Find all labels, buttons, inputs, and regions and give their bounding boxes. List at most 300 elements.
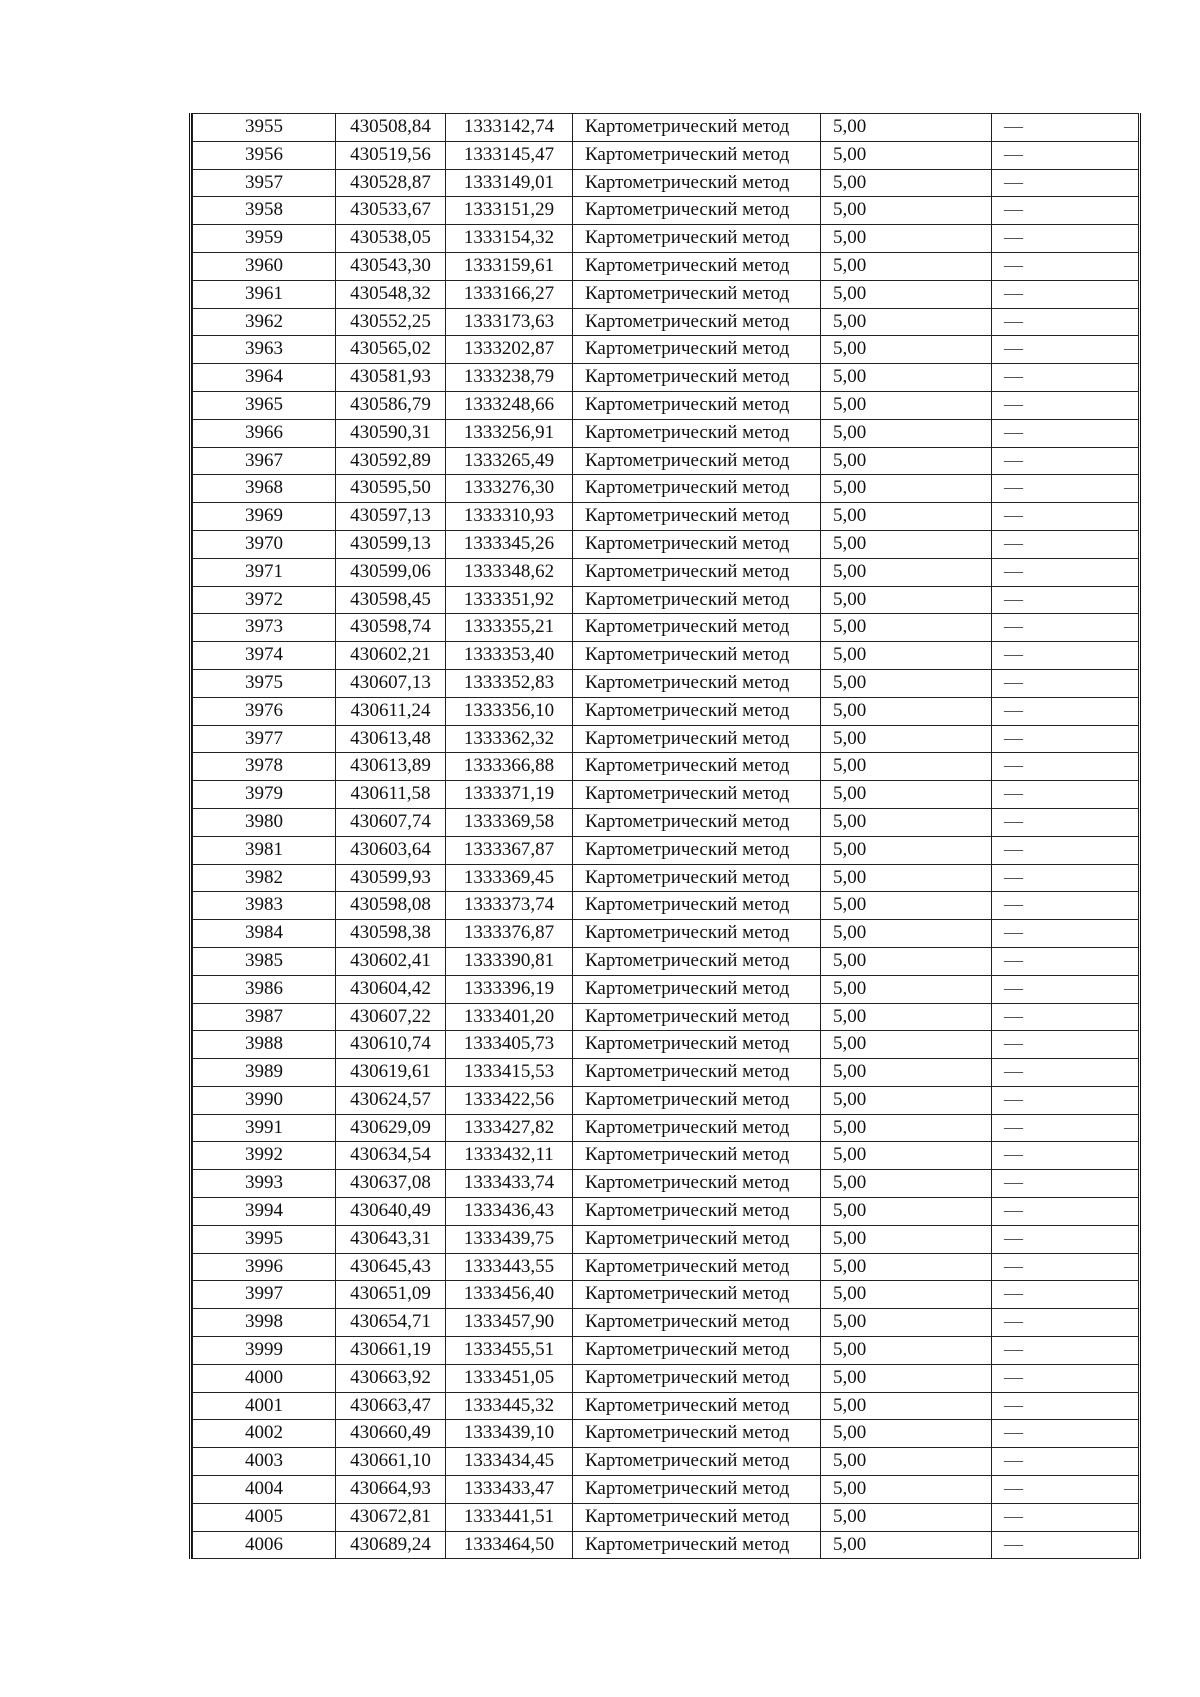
accuracy-cell: 5,00 [821,836,992,864]
y-coordinate-cell: 1333401,20 [446,1003,573,1031]
accuracy-cell: 5,00 [821,725,992,753]
accuracy-cell: 5,00 [821,753,992,781]
table-row [193,975,1139,1003]
method-cell: Картометрический метод [573,1198,821,1226]
description-cell: — [992,1448,1139,1476]
point-number-cell: 3998 [193,1309,336,1337]
accuracy-cell: 5,00 [821,781,992,809]
table-row [193,1476,1139,1504]
method-cell: Картометрический метод [573,892,821,920]
table-row [193,1170,1139,1198]
description-cell: — [992,1086,1139,1114]
x-coordinate-cell: 430654,71 [336,1309,446,1337]
x-coordinate-cell: 430548,32 [336,280,446,308]
accuracy-cell: 5,00 [821,197,992,225]
y-coordinate-cell: 1333356,10 [446,697,573,725]
point-number-cell: 3987 [193,1003,336,1031]
coordinates-table-body [193,114,1139,1559]
y-coordinate-cell: 1333362,32 [446,725,573,753]
point-number-cell: 3993 [193,1170,336,1198]
x-coordinate-cell: 430597,13 [336,503,446,531]
accuracy-cell: 5,00 [821,225,992,253]
y-coordinate-cell: 1333248,66 [446,391,573,419]
method-cell: Картометрический метод [573,1059,821,1087]
point-number-cell: 3995 [193,1225,336,1253]
method-cell: Картометрический метод [573,336,821,364]
y-coordinate-cell: 1333443,55 [446,1253,573,1281]
accuracy-cell: 5,00 [821,114,992,142]
y-coordinate-cell: 1333427,82 [446,1114,573,1142]
y-coordinate-cell: 1333373,74 [446,892,573,920]
point-number-cell: 3965 [193,391,336,419]
y-coordinate-cell: 1333353,40 [446,642,573,670]
y-coordinate-cell: 1333238,79 [446,364,573,392]
description-cell: — [992,197,1139,225]
accuracy-cell: 5,00 [821,1364,992,1392]
table-row [193,252,1139,280]
method-cell: Картометрический метод [573,141,821,169]
accuracy-cell: 5,00 [821,503,992,531]
x-coordinate-cell: 430581,93 [336,364,446,392]
accuracy-cell: 5,00 [821,336,992,364]
y-coordinate-cell: 1333451,05 [446,1364,573,1392]
x-coordinate-cell: 430533,67 [336,197,446,225]
x-coordinate-cell: 430607,74 [336,808,446,836]
x-coordinate-cell: 430599,06 [336,558,446,586]
y-coordinate-cell: 1333351,92 [446,586,573,614]
y-coordinate-cell: 1333142,74 [446,114,573,142]
method-cell: Картометрический метод [573,781,821,809]
table-row [193,725,1139,753]
accuracy-cell: 5,00 [821,920,992,948]
x-coordinate-cell: 430610,74 [336,1031,446,1059]
table-row [193,1337,1139,1365]
point-number-cell: 3962 [193,308,336,336]
method-cell: Картометрический метод [573,920,821,948]
method-cell: Картометрический метод [573,1392,821,1420]
table-row [193,114,1139,142]
description-cell: — [992,1503,1139,1531]
y-coordinate-cell: 1333369,45 [446,864,573,892]
y-coordinate-cell: 1333396,19 [446,975,573,1003]
description-cell: — [992,308,1139,336]
point-number-cell: 4002 [193,1420,336,1448]
table-row [193,1448,1139,1476]
point-number-cell: 3957 [193,169,336,197]
description-cell: — [992,1531,1139,1559]
method-cell: Картометрический метод [573,169,821,197]
x-coordinate-cell: 430598,45 [336,586,446,614]
method-cell: Картометрический метод [573,1448,821,1476]
table-row [193,308,1139,336]
table-row [193,1364,1139,1392]
method-cell: Картометрический метод [573,252,821,280]
point-number-cell: 3981 [193,836,336,864]
table-row [193,642,1139,670]
accuracy-cell: 5,00 [821,252,992,280]
coordinates-table [192,113,1139,1559]
method-cell: Картометрический метод [573,1309,821,1337]
coordinates-table-frame [189,113,1141,1559]
point-number-cell: 3961 [193,280,336,308]
point-number-cell: 3976 [193,697,336,725]
x-coordinate-cell: 430602,41 [336,947,446,975]
x-coordinate-cell: 430607,22 [336,1003,446,1031]
description-cell: — [992,1198,1139,1226]
y-coordinate-cell: 1333159,61 [446,252,573,280]
table-row [193,781,1139,809]
accuracy-cell: 5,00 [821,141,992,169]
point-number-cell: 3959 [193,225,336,253]
method-cell: Картометрический метод [573,1364,821,1392]
accuracy-cell: 5,00 [821,1003,992,1031]
x-coordinate-cell: 430592,89 [336,447,446,475]
point-number-cell: 3997 [193,1281,336,1309]
x-coordinate-cell: 430619,61 [336,1059,446,1087]
point-number-cell: 3982 [193,864,336,892]
description-cell: — [992,1031,1139,1059]
x-coordinate-cell: 430565,02 [336,336,446,364]
y-coordinate-cell: 1333173,63 [446,308,573,336]
accuracy-cell: 5,00 [821,1420,992,1448]
description-cell: — [992,614,1139,642]
y-coordinate-cell: 1333455,51 [446,1337,573,1365]
table-row [193,475,1139,503]
description-cell: — [992,1142,1139,1170]
method-cell: Картометрический метод [573,1420,821,1448]
y-coordinate-cell: 1333433,74 [446,1170,573,1198]
x-coordinate-cell: 430629,09 [336,1114,446,1142]
accuracy-cell: 5,00 [821,475,992,503]
description-cell: — [992,280,1139,308]
accuracy-cell: 5,00 [821,308,992,336]
accuracy-cell: 5,00 [821,447,992,475]
point-number-cell: 4004 [193,1476,336,1504]
table-row [193,280,1139,308]
table-row [193,864,1139,892]
table-row [193,1225,1139,1253]
x-coordinate-cell: 430634,54 [336,1142,446,1170]
table-row [193,753,1139,781]
table-row [193,1114,1139,1142]
point-number-cell: 3973 [193,614,336,642]
description-cell: — [992,336,1139,364]
method-cell: Картометрический метод [573,1225,821,1253]
x-coordinate-cell: 430590,31 [336,419,446,447]
description-cell: — [992,781,1139,809]
description-cell: — [992,169,1139,197]
table-row [193,197,1139,225]
description-cell: — [992,114,1139,142]
table-row [193,836,1139,864]
x-coordinate-cell: 430663,47 [336,1392,446,1420]
method-cell: Картометрический метод [573,586,821,614]
point-number-cell: 3994 [193,1198,336,1226]
method-cell: Картометрический метод [573,447,821,475]
method-cell: Картометрический метод [573,1531,821,1559]
method-cell: Картометрический метод [573,864,821,892]
y-coordinate-cell: 1333464,50 [446,1531,573,1559]
description-cell: — [992,1170,1139,1198]
description-cell: — [992,1364,1139,1392]
accuracy-cell: 5,00 [821,1531,992,1559]
y-coordinate-cell: 1333348,62 [446,558,573,586]
point-number-cell: 3960 [193,252,336,280]
point-number-cell: 3963 [193,336,336,364]
accuracy-cell: 5,00 [821,1114,992,1142]
method-cell: Картометрический метод [573,1337,821,1365]
x-coordinate-cell: 430604,42 [336,975,446,1003]
accuracy-cell: 5,00 [821,975,992,1003]
y-coordinate-cell: 1333369,58 [446,808,573,836]
y-coordinate-cell: 1333422,56 [446,1086,573,1114]
method-cell: Картометрический метод [573,225,821,253]
accuracy-cell: 5,00 [821,1448,992,1476]
accuracy-cell: 5,00 [821,1086,992,1114]
x-coordinate-cell: 430689,24 [336,1531,446,1559]
description-cell: — [992,920,1139,948]
x-coordinate-cell: 430661,19 [336,1337,446,1365]
y-coordinate-cell: 1333436,43 [446,1198,573,1226]
method-cell: Картометрический метод [573,947,821,975]
point-number-cell: 3991 [193,1114,336,1142]
description-cell: — [992,1003,1139,1031]
accuracy-cell: 5,00 [821,1476,992,1504]
point-number-cell: 3967 [193,447,336,475]
accuracy-cell: 5,00 [821,280,992,308]
y-coordinate-cell: 1333432,11 [446,1142,573,1170]
x-coordinate-cell: 430599,93 [336,864,446,892]
description-cell: — [992,225,1139,253]
description-cell: — [992,836,1139,864]
point-number-cell: 3966 [193,419,336,447]
method-cell: Картометрический метод [573,1003,821,1031]
table-row [193,419,1139,447]
point-number-cell: 3992 [193,1142,336,1170]
y-coordinate-cell: 1333202,87 [446,336,573,364]
table-row [193,447,1139,475]
point-number-cell: 3980 [193,808,336,836]
x-coordinate-cell: 430661,10 [336,1448,446,1476]
y-coordinate-cell: 1333457,90 [446,1309,573,1337]
x-coordinate-cell: 430611,24 [336,697,446,725]
x-coordinate-cell: 430643,31 [336,1225,446,1253]
table-row [193,558,1139,586]
description-cell: — [992,1114,1139,1142]
method-cell: Картометрический метод [573,503,821,531]
description-cell: — [992,586,1139,614]
y-coordinate-cell: 1333145,47 [446,141,573,169]
y-coordinate-cell: 1333149,01 [446,169,573,197]
accuracy-cell: 5,00 [821,1281,992,1309]
description-cell: — [992,391,1139,419]
point-number-cell: 3985 [193,947,336,975]
method-cell: Картометрический метод [573,1031,821,1059]
method-cell: Картометрический метод [573,558,821,586]
point-number-cell: 3979 [193,781,336,809]
x-coordinate-cell: 430640,49 [336,1198,446,1226]
table-row [193,169,1139,197]
description-cell: — [992,1253,1139,1281]
y-coordinate-cell: 1333367,87 [446,836,573,864]
method-cell: Картометрический метод [573,753,821,781]
x-coordinate-cell: 430552,25 [336,308,446,336]
point-number-cell: 4001 [193,1392,336,1420]
accuracy-cell: 5,00 [821,669,992,697]
description-cell: — [992,503,1139,531]
description-cell: — [992,475,1139,503]
y-coordinate-cell: 1333154,32 [446,225,573,253]
x-coordinate-cell: 430599,13 [336,530,446,558]
description-cell: — [992,975,1139,1003]
y-coordinate-cell: 1333433,47 [446,1476,573,1504]
description-cell: — [992,558,1139,586]
point-number-cell: 3974 [193,642,336,670]
method-cell: Картометрический метод [573,1281,821,1309]
table-row [193,336,1139,364]
description-cell: — [992,669,1139,697]
method-cell: Картометрический метод [573,114,821,142]
point-number-cell: 3983 [193,892,336,920]
point-number-cell: 4005 [193,1503,336,1531]
method-cell: Картометрический метод [573,280,821,308]
table-row [193,892,1139,920]
point-number-cell: 3989 [193,1059,336,1087]
accuracy-cell: 5,00 [821,1031,992,1059]
x-coordinate-cell: 430613,48 [336,725,446,753]
x-coordinate-cell: 430508,84 [336,114,446,142]
table-row [193,697,1139,725]
accuracy-cell: 5,00 [821,1059,992,1087]
x-coordinate-cell: 430528,87 [336,169,446,197]
table-row [193,586,1139,614]
accuracy-cell: 5,00 [821,808,992,836]
y-coordinate-cell: 1333434,45 [446,1448,573,1476]
table-row [193,614,1139,642]
y-coordinate-cell: 1333151,29 [446,197,573,225]
method-cell: Картометрический метод [573,614,821,642]
accuracy-cell: 5,00 [821,530,992,558]
y-coordinate-cell: 1333376,87 [446,920,573,948]
table-row [193,391,1139,419]
accuracy-cell: 5,00 [821,1142,992,1170]
x-coordinate-cell: 430663,92 [336,1364,446,1392]
accuracy-cell: 5,00 [821,614,992,642]
method-cell: Картометрический метод [573,669,821,697]
description-cell: — [992,753,1139,781]
point-number-cell: 3958 [193,197,336,225]
x-coordinate-cell: 430645,43 [336,1253,446,1281]
point-number-cell: 3956 [193,141,336,169]
point-number-cell: 3964 [193,364,336,392]
x-coordinate-cell: 430651,09 [336,1281,446,1309]
table-row [193,364,1139,392]
method-cell: Картометрический метод [573,197,821,225]
point-number-cell: 3955 [193,114,336,142]
accuracy-cell: 5,00 [821,586,992,614]
point-number-cell: 3999 [193,1337,336,1365]
y-coordinate-cell: 1333405,73 [446,1031,573,1059]
x-coordinate-cell: 430543,30 [336,252,446,280]
accuracy-cell: 5,00 [821,1309,992,1337]
point-number-cell: 3969 [193,503,336,531]
y-coordinate-cell: 1333345,26 [446,530,573,558]
x-coordinate-cell: 430603,64 [336,836,446,864]
x-coordinate-cell: 430660,49 [336,1420,446,1448]
y-coordinate-cell: 1333352,83 [446,669,573,697]
table-row [193,920,1139,948]
point-number-cell: 3984 [193,920,336,948]
description-cell: — [992,364,1139,392]
accuracy-cell: 5,00 [821,1225,992,1253]
accuracy-cell: 5,00 [821,1503,992,1531]
x-coordinate-cell: 430602,21 [336,642,446,670]
accuracy-cell: 5,00 [821,419,992,447]
method-cell: Картометрический метод [573,1170,821,1198]
table-row [193,808,1139,836]
table-row [193,1531,1139,1559]
y-coordinate-cell: 1333371,19 [446,781,573,809]
accuracy-cell: 5,00 [821,1170,992,1198]
table-row [193,141,1139,169]
point-number-cell: 3996 [193,1253,336,1281]
method-cell: Картометрический метод [573,975,821,1003]
point-number-cell: 3986 [193,975,336,1003]
description-cell: — [992,141,1139,169]
accuracy-cell: 5,00 [821,892,992,920]
accuracy-cell: 5,00 [821,558,992,586]
description-cell: — [992,1476,1139,1504]
table-row [193,1253,1139,1281]
method-cell: Картометрический метод [573,725,821,753]
description-cell: — [992,419,1139,447]
method-cell: Картометрический метод [573,1142,821,1170]
method-cell: Картометрический метод [573,642,821,670]
method-cell: Картометрический метод [573,836,821,864]
x-coordinate-cell: 430595,50 [336,475,446,503]
y-coordinate-cell: 1333445,32 [446,1392,573,1420]
y-coordinate-cell: 1333415,53 [446,1059,573,1087]
table-row [193,1309,1139,1337]
y-coordinate-cell: 1333390,81 [446,947,573,975]
description-cell: — [992,725,1139,753]
x-coordinate-cell: 430519,56 [336,141,446,169]
x-coordinate-cell: 430607,13 [336,669,446,697]
x-coordinate-cell: 430586,79 [336,391,446,419]
x-coordinate-cell: 430624,57 [336,1086,446,1114]
table-row [193,503,1139,531]
y-coordinate-cell: 1333276,30 [446,475,573,503]
point-number-cell: 3990 [193,1086,336,1114]
accuracy-cell: 5,00 [821,1253,992,1281]
description-cell: — [992,1420,1139,1448]
accuracy-cell: 5,00 [821,642,992,670]
method-cell: Картометрический метод [573,1253,821,1281]
method-cell: Картометрический метод [573,1114,821,1142]
y-coordinate-cell: 1333265,49 [446,447,573,475]
table-row [193,1059,1139,1087]
table-row [193,530,1139,558]
accuracy-cell: 5,00 [821,1337,992,1365]
table-row [193,1198,1139,1226]
method-cell: Картометрический метод [573,697,821,725]
y-coordinate-cell: 1333441,51 [446,1503,573,1531]
x-coordinate-cell: 430664,93 [336,1476,446,1504]
accuracy-cell: 5,00 [821,364,992,392]
description-cell: — [992,1309,1139,1337]
accuracy-cell: 5,00 [821,391,992,419]
point-number-cell: 3977 [193,725,336,753]
